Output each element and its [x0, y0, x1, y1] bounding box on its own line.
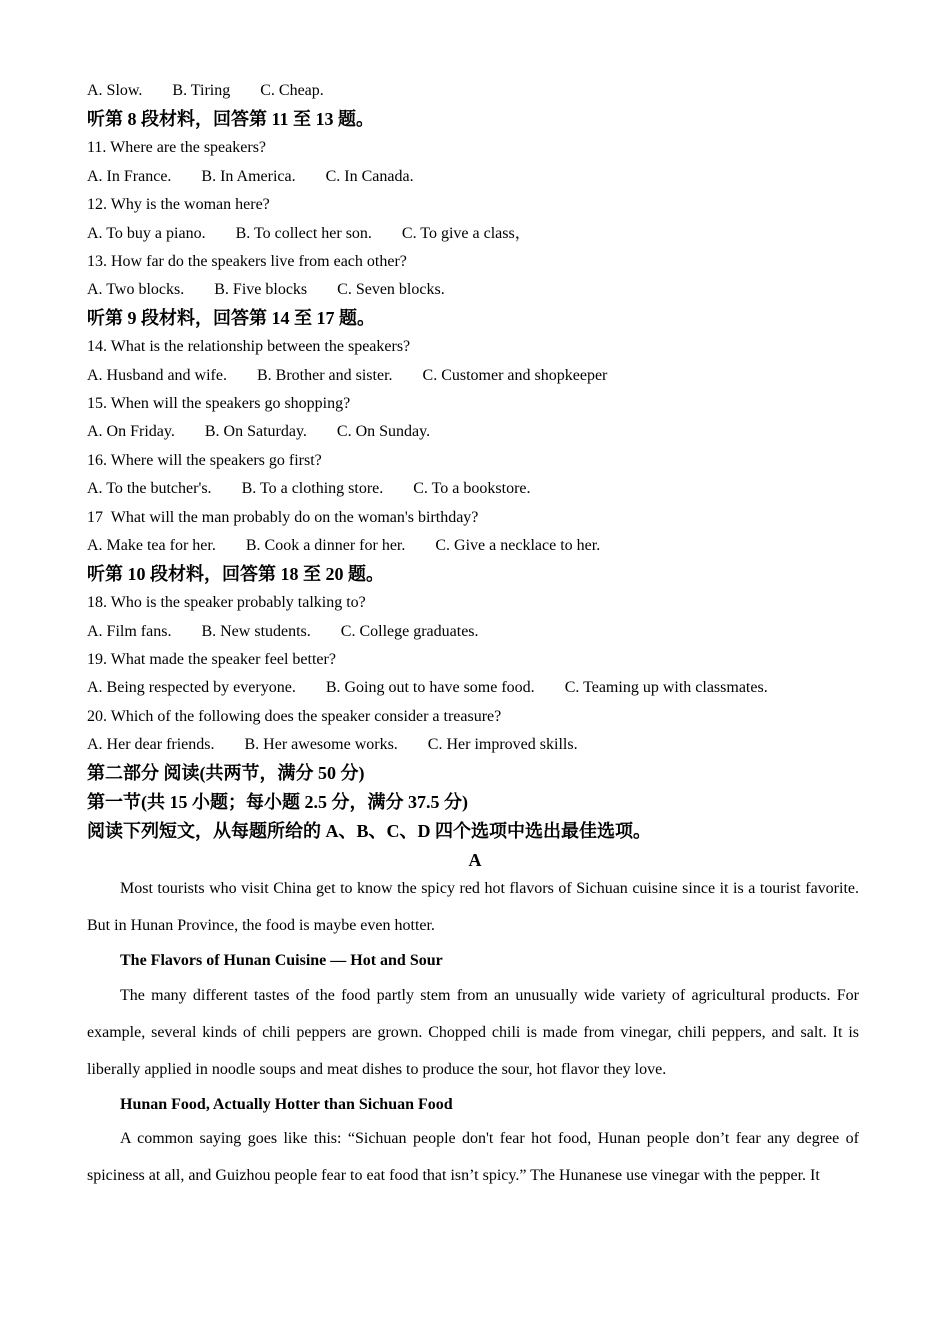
option-b: B. Five blocks [214, 281, 308, 298]
question-20: 20. Which of the following does the speaker consider a treasure? [87, 708, 502, 725]
option-b: B. To a clothing store. [241, 480, 384, 497]
section-1-heading: 第一节(共 15 小题；每小题 2.5 分，满分 37.5 分) [87, 792, 468, 812]
option-a: A. In France. [87, 168, 172, 185]
question-18: 18. Who is the speaker probably talking to? [87, 594, 366, 611]
option-a: A. Slow. [87, 82, 143, 99]
question-17: 17 What will the man probably do on the woman's birthday? [87, 509, 479, 526]
question-16: 16. Where will the speakers go first? [87, 452, 322, 469]
passage-subheading-1: The Flavors of Hunan Cuisine — Hot and Sour [120, 952, 443, 969]
passage-label: A [468, 850, 482, 870]
q14-options [87, 366, 607, 386]
option-c: C. To a bookstore. [413, 480, 531, 497]
q19-options [87, 678, 768, 698]
question-11: 11. Where are the speakers? [87, 139, 267, 156]
option-a: A. Make tea for her. [87, 537, 216, 554]
option-a: A. Film fans. [87, 623, 172, 640]
option-c: C. College graduates. [340, 623, 479, 640]
q12-options [87, 224, 531, 244]
option-a: A. Her dear friends. [87, 736, 215, 753]
section-8-heading: 听第 8 段材料，回答第 11 至 13 题。 [87, 109, 375, 129]
passage-subheading-2: Hunan Food, Actually Hotter than Sichuan Food [120, 1096, 453, 1113]
option-b: B. Tiring [172, 82, 231, 99]
option-b: B. Her awesome works. [244, 736, 398, 753]
question-14: 14. What is the relationship between the speakers? [87, 338, 411, 355]
passage-paragraph-2: The many different tastes of the food partly stem from an unusually wide variety of agricultural products. For example, several kinds of chili peppers are grown. Chopped chili is made from vinegar, chili peppers, and salt. It is liberally applied in noodle soups and meat dishes to produce the sour, hot flavor they love. [87, 987, 859, 1078]
option-a: A. To buy a piano. [87, 225, 206, 242]
question-12: 12. Why is the woman here? [87, 196, 270, 213]
option-c: C. Customer and shopkeeper [422, 367, 608, 384]
option-b: B. New students. [201, 623, 311, 640]
q16-options [87, 479, 531, 499]
part-2-heading: 第二部分 阅读(共两节，满分 50 分) [87, 763, 365, 783]
option-b: B. On Saturday. [204, 423, 307, 440]
reading-instruction: 阅读下列短文，从每题所给的 A、B、C、D 四个选项中选出最佳选项。 [87, 821, 651, 841]
q18-options [87, 622, 479, 642]
option-b: B. To collect her son. [235, 225, 372, 242]
q15-options [87, 422, 430, 442]
question-15: 15. When will the speakers go shopping? [87, 395, 351, 412]
option-c: C. On Sunday. [336, 423, 431, 440]
option-c: C. Give a necklace to her. [435, 537, 601, 554]
passage-paragraph-3: A common saying goes like this: “Sichuan people don't fear hot food, Hunan people don’t fear any degree of spiciness at all, and Guizhou people fear to eat food that isn’t spicy.” The Hunanese use vinegar with the pepper. It [87, 1130, 859, 1184]
q13-options [87, 280, 445, 300]
option-b: B. Cook a dinner for her. [245, 537, 406, 554]
option-c: C. Cheap. [260, 82, 324, 99]
option-c: C. Seven blocks. [337, 281, 445, 298]
option-c: C. In Canada. [325, 168, 414, 185]
option-c: C. Her improved skills. [427, 736, 578, 753]
option-a: A. On Friday. [87, 423, 175, 440]
option-c: C. Teaming up with classmates. [564, 679, 768, 696]
question-19: 19. What made the speaker feel better? [87, 651, 336, 668]
option-c: C. To give a class， [401, 225, 531, 242]
section-10-heading: 听第 10 段材料，回答第 18 至 20 题。 [87, 564, 384, 584]
q20-options [87, 735, 578, 755]
passage-paragraph-1: Most tourists who visit China get to know the spicy red hot flavors of Sichuan cuisine since it is a tourist favorite. But in Hunan Province, the food is maybe even hotter. [87, 880, 859, 934]
option-a: A. Husband and wife. [87, 367, 227, 384]
option-b: B. Going out to have some food. [325, 679, 535, 696]
option-a: A. To the butcher's. [87, 480, 212, 497]
option-b: B. In America. [201, 168, 296, 185]
option-b: B. Brother and sister. [256, 367, 393, 384]
q10-options [87, 81, 324, 101]
q17-options [87, 536, 600, 556]
question-13: 13. How far do the speakers live from each other? [87, 253, 407, 270]
q11-options [87, 167, 414, 187]
option-a: A. Two blocks. [87, 281, 185, 298]
section-9-heading: 听第 9 段材料，回答第 14 至 17 题。 [87, 308, 375, 328]
option-a: A. Being respected by everyone. [87, 679, 296, 696]
